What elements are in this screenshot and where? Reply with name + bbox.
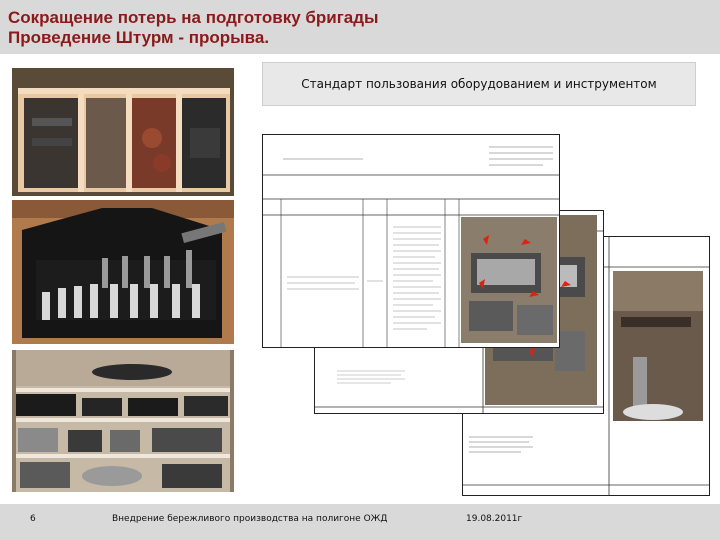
photo-shelves [12,350,234,492]
page-number: 6 [30,514,36,524]
photo-tool-roll [12,200,234,344]
footer-caption: Внедрение бережливого производства на полигоне ОЖД [112,514,388,524]
standard-label-box [262,62,696,106]
title-line-2: Проведение Штурм - прорыва. [8,28,270,47]
standard-label: Стандарт пользования оборудованием и инструментом [301,77,657,91]
slide-title [8,8,379,48]
photo-tool-box [12,68,234,196]
document-page-front [262,134,560,348]
footer-date: 19.08.2011г [466,514,523,524]
title-line-1: Сокращение потерь на подготовку бригады [8,8,379,27]
